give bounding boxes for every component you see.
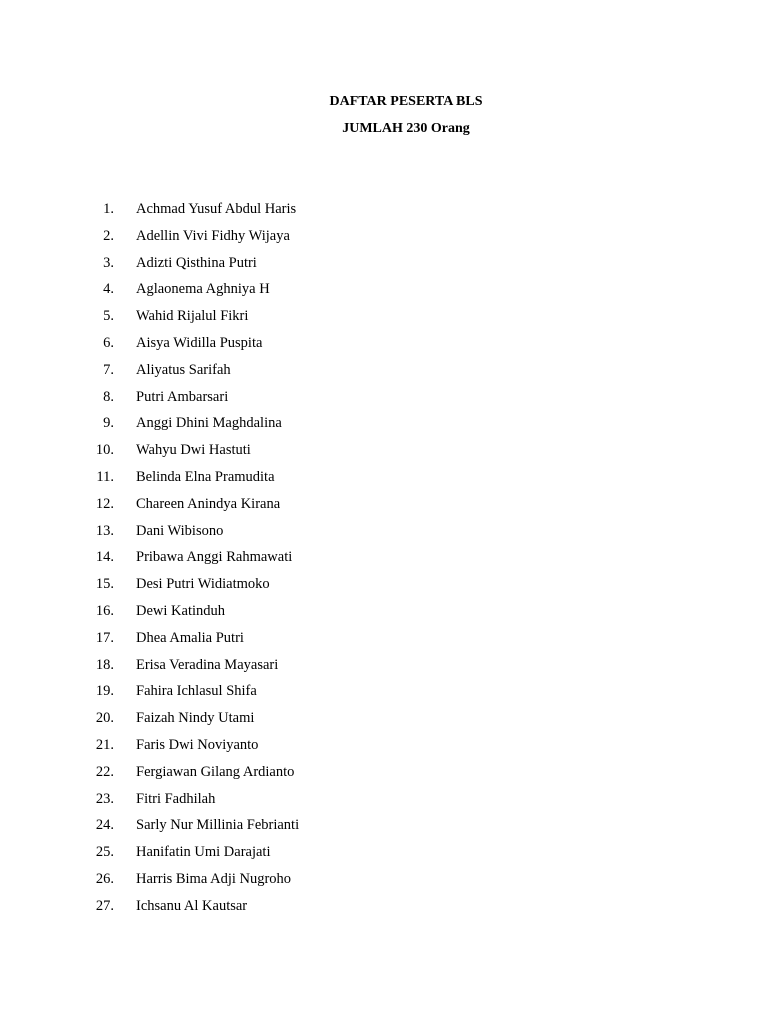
list-item-name: Fergiawan Gilang Ardianto [136,763,295,780]
list-item-number: 3. [103,254,114,271]
list-item [0,307,768,334]
list-item [0,334,768,361]
list-item-name: Aliyatus Sarifah [136,361,231,378]
list-item [0,441,768,468]
list-item-name: Ichsanu Al Kautsar [136,897,248,914]
list-item [0,682,768,709]
list-item [0,575,768,602]
list-item [0,414,768,441]
list-item [0,816,768,843]
list-item-name: Achmad Yusuf Abdul Haris [136,201,297,217]
list-item [0,790,768,817]
list-item-number: 15. [95,576,114,593]
list-item-name: Hanifatin Umi Darajati [136,844,271,861]
list-item-name: Adellin Vivi Fidhy Wijaya [136,227,290,244]
list-item [0,629,768,656]
page-subtitle: JUMLAH 230 Orang [342,121,470,136]
list-item-name: Pribawa Anggi Rahmawati [136,549,293,566]
list-item-name: Belinda Elna Pramudita [136,468,275,485]
list-item-name: Fahira Ichlasul Shifa [136,683,257,700]
list-item-number: 4. [103,281,114,298]
list-item [0,522,768,549]
page-title: DAFTAR PESERTA BLS [329,94,483,109]
list-item-name: Erisa Veradina Mayasari [136,656,279,673]
list-item [0,656,768,683]
list-item-number: 18. [95,656,114,673]
list-item [0,468,768,495]
list-item [0,548,768,575]
list-item-number: 6. [103,334,114,351]
list-item [0,843,768,870]
list-item [0,361,768,388]
list-item-number: 27. [95,897,114,914]
list-item-number: 5. [103,308,114,325]
list-item-number: 25. [95,844,114,861]
list-item-number: 20. [95,710,114,727]
list-item [0,200,768,227]
list-item [0,227,768,254]
list-item-number: 24. [95,817,114,834]
list-item [0,736,768,763]
list-item [0,254,768,281]
list-item-name: Wahid Rijalul Fikri [136,308,249,325]
list-item-name: Sarly Nur Millinia Febrianti [136,817,300,834]
list-item-name: Dani Wibisono [136,522,224,539]
list-item-name: Aglaonema Aghniya H [136,281,270,298]
list-item-name: Fitri Fadhilah [136,790,216,807]
list-item-name: Putri Ambarsari [136,388,229,405]
list-item-number: 13. [95,522,114,539]
list-item-number: 26. [95,870,114,887]
list-item-number: 19. [95,683,114,700]
list-item-name: Dewi Katinduh [136,602,225,619]
list-item-number: 12. [95,495,114,512]
list-item-name: Desi Putri Widiatmoko [136,576,270,593]
list-item [0,870,768,897]
list-item [0,709,768,736]
participant-list [0,200,768,924]
list-item-number: 8. [103,388,114,405]
list-item [0,763,768,790]
list-item [0,495,768,522]
list-item-number: 2. [103,227,114,244]
list-item-name: Faizah Nindy Utami [136,710,255,727]
list-item-number: 9. [103,415,114,432]
list-item-number: 17. [95,629,114,646]
list-item-number: 22. [95,763,114,780]
list-item-name: Adizti Qisthina Putri [136,254,257,271]
list-item-name: Aisya Widilla Puspita [136,334,263,351]
list-item-name: Wahyu Dwi Hastuti [136,442,251,459]
list-item-number: 10. [95,442,114,459]
list-item-number: 7. [103,361,114,378]
list-item-name: Chareen Anindya Kirana [136,495,281,512]
list-item-number: 1. [103,201,114,217]
list-item-number: 23. [95,790,114,807]
list-item [0,602,768,629]
list-item [0,897,768,924]
list-item-number: 21. [95,736,114,753]
list-item [0,388,768,415]
list-item-name: Harris Bima Adji Nugroho [136,870,292,887]
list-item-number: 16. [95,602,114,619]
list-item-name: Anggi Dhini Maghdalina [136,415,282,432]
list-item-number: 11. [96,468,114,485]
list-item [0,280,768,307]
list-item-name: Dhea Amalia Putri [136,629,244,646]
list-item-name: Faris Dwi Noviyanto [136,736,259,753]
list-item-number: 14. [95,549,114,566]
